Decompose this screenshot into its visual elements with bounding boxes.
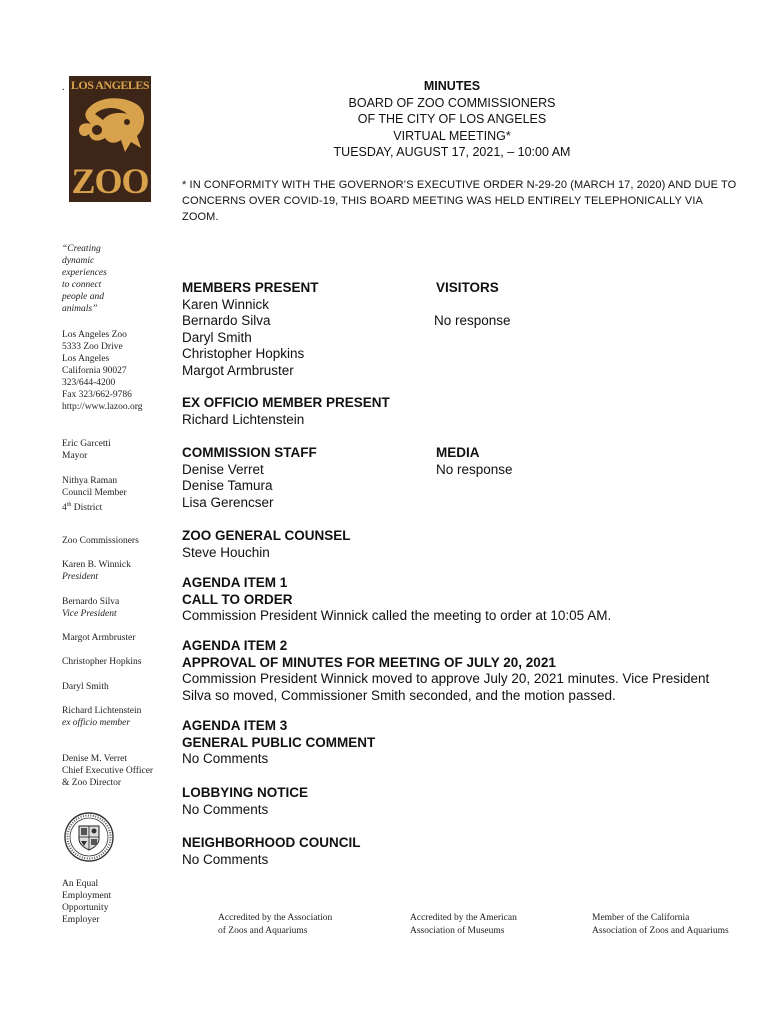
document-header xyxy=(300,78,604,161)
motto-line: people and xyxy=(62,292,104,302)
header-title: MINUTES xyxy=(423,79,481,93)
ex-officio-name: Richard Lichtenstein xyxy=(182,411,305,427)
address-line: California 90027 xyxy=(62,366,127,376)
city-seal-icon xyxy=(64,812,114,862)
member-name: Karen Winnick xyxy=(182,296,270,312)
member-name: Christopher Hopkins xyxy=(182,346,305,361)
president-title: President xyxy=(62,572,99,582)
commission-staff-section xyxy=(182,445,317,511)
exofficio-title: ex officio member xyxy=(62,718,131,728)
commission-staff-heading: COMMISSION STAFF xyxy=(182,445,317,460)
general-counsel-heading: ZOO GENERAL COUNSEL xyxy=(182,528,351,543)
sidebar-council xyxy=(62,475,127,514)
neighborhood-text: No Comments xyxy=(182,851,269,867)
media-value: No response xyxy=(436,461,513,477)
motto-line: to connect xyxy=(62,280,102,290)
logo-dot: . xyxy=(62,82,65,93)
vp-name: Bernardo Silva xyxy=(62,597,120,607)
logo-top-text: LOS ANGELES xyxy=(70,78,150,92)
council-name: Nithya Raman xyxy=(62,476,118,486)
sidebar-address xyxy=(62,329,142,413)
agenda-item-2 xyxy=(182,638,727,704)
address-line: 5333 Zoo Drive xyxy=(62,342,123,352)
motto-line: experiences xyxy=(62,268,107,278)
website-link[interactable]: http://www.lazoo.org xyxy=(62,402,143,412)
media-heading: MEDIA xyxy=(436,445,480,460)
ex-officio-heading: EX OFFICIO MEMBER PRESENT xyxy=(182,395,390,410)
ceo-title: & Zoo Director xyxy=(62,778,122,788)
header-line-4: VIRTUAL MEETING* xyxy=(393,128,511,143)
commissioner-name: Margot Armbruster xyxy=(62,633,136,643)
sidebar-mayor xyxy=(62,438,111,462)
member-name: Bernardo Silva xyxy=(182,313,271,328)
agenda-item-text: Commission President Winnick moved to approve July 20, 2021 minutes. Vice President Silva so moved, Commissioner Smith seconded, and the motion passed. xyxy=(182,671,710,703)
staff-name: Denise Verret xyxy=(182,461,264,477)
motto-line: animals” xyxy=(62,304,98,314)
logo-bottom-text: ZOO xyxy=(71,161,149,201)
media-section xyxy=(436,445,513,478)
footer-accreditation-aam: Accredited by the American Association of Museums xyxy=(410,913,517,936)
mayor-name: Eric Garcetti xyxy=(62,439,111,449)
ceo-name: Denise M. Verret xyxy=(62,754,127,764)
agenda-item-3 xyxy=(182,718,375,768)
agenda-item-title: CALL TO ORDER xyxy=(182,591,293,607)
footer-membership-cazaa: Member of the California Association of Zoos and Aquariums xyxy=(592,913,729,936)
footer-accreditation-aza: Accredited by the Association of Zoos and Aquariums xyxy=(218,913,333,936)
neighborhood-heading: NEIGHBORHOOD COUNCIL xyxy=(182,835,361,850)
member-name: Daryl Smith xyxy=(182,329,252,345)
staff-name: Denise Tamura xyxy=(182,478,273,493)
vp-title: Vice President xyxy=(62,609,117,619)
president-name: Karen B. Winnick xyxy=(62,560,131,570)
address-line: 323/644-4200 xyxy=(62,378,116,388)
exofficio-name: Richard Lichtenstein xyxy=(62,706,142,716)
agenda-item-text: Commission President Winnick called the meeting to order at 10:05 AM. xyxy=(182,608,612,623)
lobbying-section xyxy=(182,785,308,818)
commissioner-name: Daryl Smith xyxy=(62,682,109,692)
equal-employer-note: An Equal Employment Opportunity Employer xyxy=(62,879,112,925)
council-district: 4th District xyxy=(62,502,103,514)
header-line-2: BOARD OF ZOO COMMISSIONERS xyxy=(348,95,556,110)
conformity-note: * IN CONFORMITY WITH THE GOVERNOR’S EXECUTIVE ORDER N-29-20 (MARCH 17, 2020) AND DUE TO CONCERNS OVER COVID-19, THIS BOARD MEETING WAS HELD ENTIRELY TELEPHONICALLY VIA ZOOM. xyxy=(182,179,737,223)
lobbying-heading: LOBBYING NOTICE xyxy=(182,785,309,800)
agenda-item-number: AGENDA ITEM 1 xyxy=(182,575,288,590)
members-present-heading: MEMBERS PRESENT xyxy=(182,280,319,295)
neighborhood-section xyxy=(182,835,361,868)
commissioner-name: Christopher Hopkins xyxy=(62,657,142,667)
commissioners-heading: Zoo Commissioners xyxy=(62,536,139,546)
motto-line: “Creating xyxy=(62,244,101,254)
sidebar-ceo xyxy=(62,753,153,789)
la-zoo-logo xyxy=(69,76,151,202)
members-present-section xyxy=(182,280,319,379)
address-line: Fax 323/662-9786 xyxy=(62,390,132,400)
mayor-title: Mayor xyxy=(62,451,88,461)
agenda-item-number: AGENDA ITEM 3 xyxy=(182,718,288,733)
sidebar-motto xyxy=(62,243,107,315)
animal-silhouette-icon xyxy=(69,92,151,164)
visitors-value: No response xyxy=(434,313,511,328)
council-title: Council Member xyxy=(62,488,127,498)
sidebar-exofficio xyxy=(62,705,141,729)
agenda-item-text: No Comments xyxy=(182,751,269,766)
ceo-title: Chief Executive Officer xyxy=(62,766,154,776)
header-line-5: TUESDAY, AUGUST 17, 2021, – 10:00 AM xyxy=(333,145,571,159)
staff-name: Lisa Gerencser xyxy=(182,494,274,510)
agenda-item-1 xyxy=(182,575,611,625)
agenda-item-title: GENERAL PUBLIC COMMENT xyxy=(182,734,376,750)
sidebar-vice-president xyxy=(62,596,119,620)
member-name: Margot Armbruster xyxy=(182,362,294,378)
motto-line: dynamic xyxy=(62,256,95,266)
agenda-item-title: APPROVAL OF MINUTES FOR MEETING OF JULY 20, 2021 xyxy=(182,654,556,670)
address-line: Los Angeles xyxy=(62,354,110,364)
sidebar-president xyxy=(62,559,131,583)
lobbying-text: No Comments xyxy=(182,801,269,817)
general-counsel-section xyxy=(182,528,351,561)
general-counsel-name: Steve Houchin xyxy=(182,544,270,560)
agenda-item-number: AGENDA ITEM 2 xyxy=(182,638,288,653)
header-line-3: OF THE CITY OF LOS ANGELES xyxy=(357,112,547,126)
address-line: Los Angeles Zoo xyxy=(62,330,127,340)
ex-officio-section xyxy=(182,395,390,428)
visitors-heading: VISITORS xyxy=(436,280,499,295)
